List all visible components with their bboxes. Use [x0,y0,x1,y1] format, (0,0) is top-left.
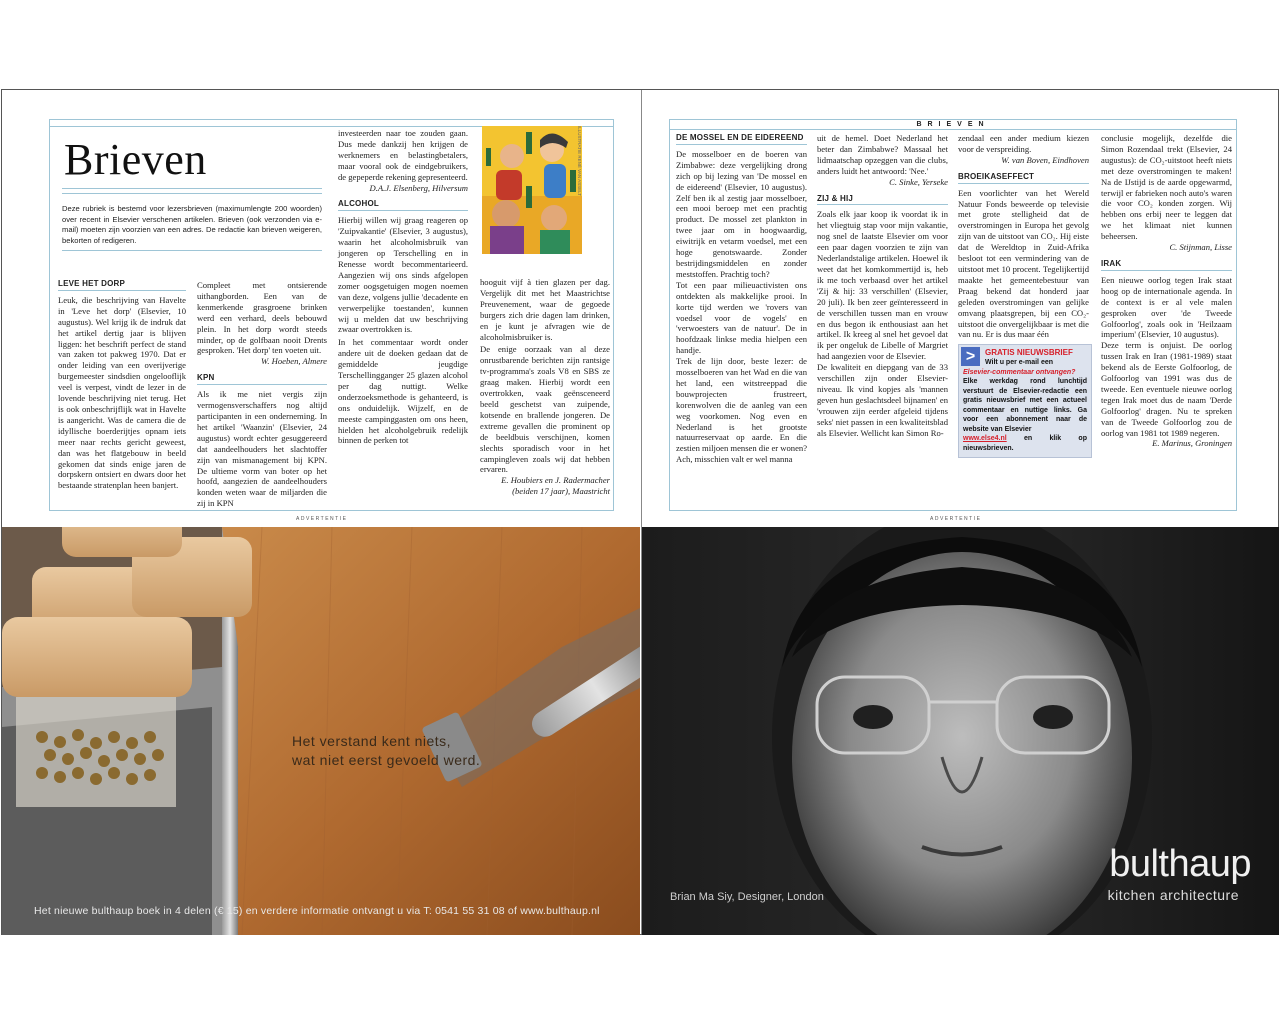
letter-text: Zoals elk jaar koop ik voordat ik in het vliegtuig stap voor mijn vakantie, nog snel de laatste Elsevier om voor een paar dagen voorzien te zijn van Nederlandstalige artikelen. Hoewel ik weet dat het komkommertijd is, heb ik me toch verbaasd over het artikel 'Zij & hij: 33 verschillen' (Elsevier, 20 juli). Ik ben zeer geïnteresseerd in de verschillen tussen man en vrouw en dus begon ik enthousiast aan het artikel. Ik kreeg al snel het gevoel dat ik per ongeluk de Libelle of Margriet had aangezien voor de Elsevier. [817,209,948,362]
kitchen-ad-right [642,527,1279,935]
letter-text: hooguit vijf à tien glazen per dag. Vergelijk dit met het Maastrichtse Preuvenement, waar de gegoede burgers zich drie dagen lam drinken, en je kunt je afvragen wie de alcoholmisbruiker is. [480,277,610,342]
letter-text: Trek de lijn door, beste lezer: de mosselboeren van het Wad en die van het land, een witstreeppad die bouwprojecten frustreert, korenwolven die de aanleg van een weg voorkomen. Nog even en Nederland is het grootste natuurreservaat op aarde. En die zestien miljoen mensen die er wonen? Ach, misschien valt er wel manna [676,356,808,465]
column-2 [197,280,327,509]
letter-text: Compleet met ontsierende uithangborden. Een van de kenmerkende grasgroene brinken werd een verhard, deels bebouwd plein. In het dorp wordt steeds minder, op de golfbaan nooit Drents gesproken. 'Het dorp' ten voeten uit. [197,280,327,356]
advert-label: ADVERTENTIE [296,516,348,522]
section-heading: KPN [197,373,327,385]
portrait-credit: Brian Ma Siy, Designer, London [670,891,824,903]
title-column [56,128,328,261]
letter-text: investeerden naar toe zouden gaan. Dus mede dankzij hen krijgen de werknemers en belastingbetalers, maar vooral ook de eindgebruikers, de gepeperde rekening gepresenteerd. [338,128,468,182]
brand-tagline: kitchen architecture [1107,887,1239,903]
promo-line: Elke werkdag rond lunchtijd verstuurt de Elsevier-redactie een gratis nieuwsbrief met een actueel commentaar en nuttige links. Ga voor een abonnement naar de website van Elsevier [963,378,1087,433]
letter-text: Als ik me niet vergis zijn vermogensverschaffers nog altijd participanten in een onderneming. In het artikel 'Waanzin' (Elsevier, 24 augustus) wordt echter gesuggereerd dat aandeelhouders het slachtoffer zijn van mismanagement bij KPN. De ultieme vorm van boter op het hoofd, aangezien de aandeelhouders konden weten waar de miljarden die zij in KPN [197,389,327,509]
promo-heading: GRATIS NIEUWSBRIEF [985,348,1073,358]
letter-text: conclusie mogelijk, dezelfde die Simon Rozendaal trekt (Elsevier, 24 augustus): de CO₂-uitstoot heeft niets met deze overstromingen te maken! Na de IJstijd is de aarde opgewarmd, terwijl er fabrieken noch auto's waren die voor CO₂ konden zorgen. Wij hebben ons erbij neer te leggen dat we het klimaat niet kunnen beheersen. [1101,133,1232,242]
column-3 [958,133,1089,513]
newsletter-promo[interactable] [958,344,1092,458]
section-heading: ALCOHOL [338,199,468,211]
letter-text: De mosselboer en de boeren van Zimbabwe: deze vergelijking drong zich op bij lezing van 'De mossel en de eidereend' (Elsevier, 10 augustus). Zelf ben ik al zestig jaar mosselboer, een mooi beroep met een prachtig product. De mossel zet plankton in twee jaar om in hoogwaardig, eiwitrijk en vetarm voedsel, met een hoge genotswaarde. Zonder bestrijdingsmiddelen en zonder meststoffen. Prachtig toch? [676,148,807,279]
letters-box-right [669,119,1237,511]
letter-text: Een nieuwe oorlog tegen Irak staat hoog op de internationale agenda. In de context is er al vele malen gesproken over 'de Tweede Golfoorlog', zoals ook in 'Heilzaam imperium' (Elsevier, 10 augustus). [1101,274,1232,340]
promo-line: Wilt u per e-mail een [985,359,1054,367]
right-page [642,90,1279,526]
letter-signature: D.A.J. Elsenberg, Hilversum [369,182,468,193]
column-3 [338,128,468,446]
section-bar: BRIEVEN [670,120,1236,130]
letter-text: Leuk, die beschrijving van Havelte in 'Leve het dorp' (Elsevier, 10 augustus). Wel krijg ik de indruk dat het artikel dertig jaar is blijven liggen: het beschrift perfect de stand van zaken tot pakweg 1970. Dat er onder leiding van een overijverige burgemeester sindsdien ongelooflijk veel is verpest, vindt de lezer in de lovende beschrijving niet terug. Het is ook onbeschrijflijk wat in Havelte is aangericht. Was de camera die de idyllische boerderijtjes opnam iets meer naar rechts gericht geweest, dan was het flatgebouw in beeld gekomen dat sinds enige jaren de dorpskern ontsiert en dwars door het bestaande stratenplan heen banjert. [58,294,186,491]
section-heading: ZIJ & HIJ [817,194,948,206]
letter-text: Een voorlichter van het Wereld Natuur Fonds beweerde op televisie met grote stelligheid dat de overstromingen in Europa het gevolg zijn van de uitstoot van CO₂. Hij eiste dat de Wereldtop in Zuid-Afrika besloot tot een vermindering van de uitstoot met 10 procent. Tegelijkertijd maakte het gemeentebestuur van Praag bekend dat honderd jaar geleden overstromingen van gelijke omvang plaatsgrepen, bij een CO₂-uitstoot die onvergelijkbaar is met die van nu. Er is dus maar één [958,187,1089,340]
letter-signature: E. Marinus, Groningen [1152,438,1232,449]
title-rule [62,188,322,189]
slogan-line: wat niet eerst gevoeld werd. [292,752,481,768]
section-heading: IRAK [1101,259,1232,271]
column-1 [58,273,186,491]
promo-line: Elsevier-commentaar ontvangen? [963,368,1076,376]
slogan-line: Het verstand kent niets, [292,733,452,749]
intro-text: Deze rubriek is bestemd voor lezersbrieven (maximumlengte 200 woorden) over recent in Elsevier verschenen artikelen. Brieven (ook verzonden via e-mail) moeten zijn voorzien van een adres. De redactie kan brieven weigeren, bekorten of redigeren. [62,204,322,245]
letter-text: zendaal een ander medium kiezen voor de verspreiding. [958,133,1089,154]
page-title: Brieven [64,135,207,184]
ad-footer-text: Het nieuwe bulthaup boek in 4 delen (€ 15) en verdere informatie ontvangt u via T: 0541 55 31 08 of www.bulthaup.nl [34,905,600,917]
letter-text: De enige oorzaak van al deze onrustbarende berichten zijn rantsige tv-programma's zoals V8 en SBS ze graag maken. Hierbij wordt een overtrokken, vaak geënsceneerd beeld geschetst van zuipende, kotsende en brallende jongeren. De extreme gevallen die prominent op de beeldbuis verschijnen, komen slechts sporadisch voor in het campingleven zoals wij dat hebben ervaren. [480,344,610,475]
magazine-spread [1,89,1279,935]
letter-text: Tot een paar milieuactivisten ons ontdekten als makkelijke prooi. In korte tijd werden we 'rovers van voedsel voor de vogels' en 'verwoesters van de natuur'. De in hoofdzaak linkse media hielpen een handje. [676,279,807,356]
illustration-credit: ILLUSTRATIE RENÉ VAN ASSELT [577,126,582,197]
letter-text: Hierbij willen wij graag reageren op 'Zuipvakantie' (Elsevier, 3 augustus), waarin het alcoholmisbruik van jongeren op Terschelling en in Renesse wordt becommentarieerd. Aangezien wij ons sinds afgelopen zomer oogsgetuigen mogen noemen van deze, volgens jullie 'decadente en verwerpelijke toestanden', kunnen wij u melden dat uw beschrijving zwaar overtrokken is. [338,215,468,335]
left-page [2,90,640,526]
section-heading: BROEIKASEFFECT [958,172,1089,184]
letter-text: uit de hemel. Doet Nederland het beter dan Zimbabwe? Massaal het lidmaatschap opzeggen van die clubs, anders luidt het antwoord: 'Nee.' [817,133,948,176]
advert-label: ADVERTENTIE [930,516,982,522]
promo-text [963,358,1087,453]
letter-signature: (beiden 17 jaar), Maastricht [512,486,610,497]
title-rule-2 [62,193,322,194]
brand-logo: bulthaup [1109,843,1251,885]
column-2 [817,133,948,438]
column-4 [1101,133,1232,449]
column-1 [676,133,807,465]
letter-signature: C. Stijnman, Lisse [1169,242,1232,253]
ad-slogan [292,732,480,770]
letter-signature: E. Houbiers en J. Radermacher [501,475,610,486]
newsletter-link[interactable]: www.else4.nl [963,435,1007,443]
promo-line: en klik op nieuwsbrieven. [963,435,1087,452]
letter-text: Deze term is onjuist. De oorlog tussen Irak en Iran (1981-1989) staat bekend als de Eerste Golfoorlog, de Golfoorlog van 1991 was dus de tweede. Een eventuele nieuwe oorlog tegen Irak moet dus de naam 'Derde Golfoorlog' dragen. Nu te spreken van de Tweede Golfoorlog zou de oorlog van 1981 tot 1989 negeren. [1101,340,1232,438]
letter-signature: C. Sinke, Yerseke [889,176,948,187]
letters-box-left [49,119,614,511]
letters-illustration [482,126,582,254]
letter-signature: W. Hoeben, Almere [260,356,327,367]
letter-text: De kwaliteit en diepgang van de 33 verschillen zijn onder Elsevier-niveau. Ik vind kopjes als 'mannen geven hun geslachtsdeel bijnamen' en 'vrouwen zijn eerder afgeleid tijdens seks' niet passen in een kwaliteitsblad als Elsevier. Wellicht kan Simon Ro- [817,362,948,438]
cartoon-illustration-icon [482,126,582,254]
section-heading: DE MOSSEL EN DE EIDEREEND [676,133,807,145]
arrow-right-icon: > [961,347,980,366]
letter-signature: W. van Boven, Eindhoven [1001,154,1089,165]
letter-text: In het commentaar wordt onder andere uit de doeken gedaan dat de gemiddelde jeugdige Terschellingganger 25 glazen alcohol per dag nuttigt. Welke onderzoeksmethode is gehanteerd, is ons onduidelijk. Wijzelf, en de meeste campinggasten om ons heen, hielden het alcoholgebruik redelijk binnen de perken tot [338,337,468,446]
section-heading: LEVE HET DORP [58,279,186,291]
column-4 [480,277,610,497]
intro-rule [62,250,322,251]
kitchen-drawer-photo-icon [2,527,640,935]
kitchen-ad-left [2,527,640,935]
